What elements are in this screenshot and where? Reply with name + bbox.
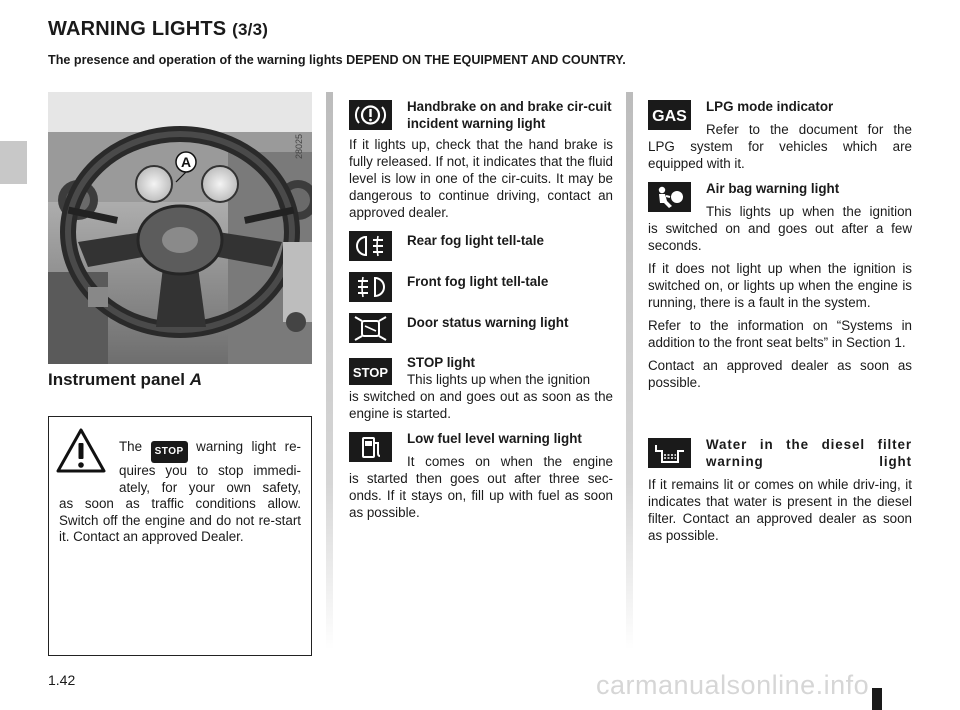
entry-front-fog: Front fog light tell-tale <box>349 273 613 290</box>
figure-caption: Instrument panel A <box>48 370 202 389</box>
svg-text:STOP: STOP <box>352 365 389 380</box>
page-number: 1.42 <box>48 672 76 688</box>
fuel-pump-icon <box>349 432 392 462</box>
page-title: WARNING LIGHTS (3/3) <box>48 18 269 40</box>
entry-diesel-water: Water in the diesel filter warning light If it remains lit or comes on while driv-ing, it indicates that water is present in the diesel filter. Contact an approved dealer as soon as possible. <box>648 437 912 543</box>
entry-door-status: Door status warning light <box>349 314 613 331</box>
brake-warning-icon <box>349 100 392 130</box>
entry-stop: STOP STOP light This lights up when the ignition is switched on and goes out as soon as the engine is started. <box>349 355 613 421</box>
svg-text:GAS: GAS <box>652 108 687 125</box>
instrument-panel-photo <box>48 92 312 364</box>
section-tab <box>0 141 27 184</box>
entry-low-fuel: Low fuel level warning light It comes on when the engine is started then goes out after three sec-onds. If it stays on, fill up with fuel as soon as possible. <box>349 431 613 520</box>
stop-icon <box>349 358 392 385</box>
diesel-water-icon <box>648 438 691 468</box>
front-fog-icon <box>349 272 392 302</box>
stop-badge-icon: STOP <box>151 441 188 463</box>
corner-mark <box>872 688 882 710</box>
warning-text: The STOP warning light re- quires you to stop immedi- ately, for your own safety, as soon as traffic conditions allow. Switch off the engine and do not re-start it. Contact an approved Dealer. <box>59 439 301 545</box>
page-subtitle: The presence and operation of the warning lights DEPEND ON THE EQUIPMENT AND COUNTRY. <box>48 53 626 67</box>
column-divider <box>626 92 633 650</box>
door-status-icon <box>349 313 392 343</box>
column-divider <box>326 92 333 650</box>
entry-handbrake: Handbrake on and brake cir-cuit incident warning light If it lights up, check that the hand brake is fully released. If not, it indicates that the fluid level is low in one of the cir-cuits. It may be dangerous to continue driving, contact an approved dealer. <box>349 99 613 220</box>
callout-label: A <box>180 154 192 170</box>
entry-lpg: GAS LPG mode indicator Refer to the document for the LPG system for vehicles which are equipped with it. <box>648 99 912 171</box>
gas-icon <box>648 100 691 130</box>
watermark: carmanualsonline.info <box>596 670 870 700</box>
rear-fog-icon <box>349 231 392 261</box>
figure-ref-number: 28025 <box>294 134 304 160</box>
entry-rear-fog: Rear fog light tell-tale <box>349 232 613 249</box>
airbag-icon <box>648 182 691 212</box>
warning-box <box>48 416 312 656</box>
entry-airbag: Air bag warning light This lights up when the ignition is switched on and goes out after a few seconds. If it does not light up when the ignition is switched on, or lights up when the engine is running, there is a fault in the system. Refer to the information on “Systems in addition to the front seat belts” in Section 1. Contact an approved dealer as soon as possible. <box>648 181 912 390</box>
